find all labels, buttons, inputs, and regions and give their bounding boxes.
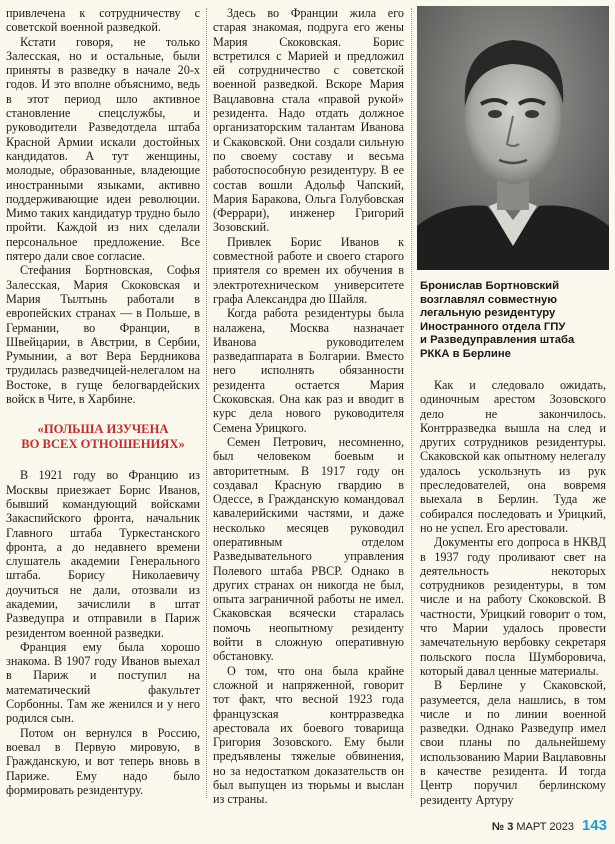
paragraph: Кстати говоря, не только Залесская, но и остальные, были приняты в разведку в начале 20-х годов. И это вполне объяснимо, ведь в этот период шло активное становление спецслужбы, и руководители Разведотдела штаба Красной Армии искали достойных кандидатов. А тут женщины, молодые, образованные, владеющие иностранными языками, активно поддерживающие идеи революции. Мимо таких кандидатур трудно было пройти. Каждой из них сделали персональное предложение. Все пятеро дали свое согласие. xyxy=(6,34,200,264)
paragraph: привлечена к сотрудничеству с советской военной разведкой. xyxy=(6,6,200,35)
section-subheading xyxy=(6,422,200,452)
caption-line: легальную резидентуру xyxy=(420,307,556,320)
paragraph: Документы его допроса в НКВД в 1937 году проливают свет на деятельность некоторых сотрудников резидентуры, в том числе и на работу Скоковской. В частности, Урицкий говорит о том, что Марии удалось провести замечательную вербовку секретаря польского посла Шумборовича, который давал ценные материалы. xyxy=(420,535,606,678)
caption-line: и Разведуправления штаба xyxy=(420,334,575,347)
paragraph: Как и следовало ожидать, одиночным арестом Зозовского дело не закончилось. Контрразведка вышла на след и других сотрудников резидентуры. Скаковской как опытному нелегалу удалось ускользнуть из рук преследователей, она вовремя выехала в Берлин. Туда же собирался последовать и Урицкий, но не успел. Его арестовали. xyxy=(420,378,606,535)
paragraph: Семен Петрович, несомненно, был человеком боевым и авторитетным. В 1917 году он создавал Красную гвардию в Одессе, в Гражданскую командовал кавалерийскими частями, и даже несколько месяцев руководил оперативным отделом Разведывательного управления Полевого штаба РВСР. Однако в других странах он никогда не был, опыта заграничной работы не имел. Скаковская всячески старалась помочь неопытному резиденту войти в сложную оперативную обстановку. xyxy=(213,434,404,664)
column-rule xyxy=(411,8,412,798)
issue-date: МАРТ 2023 xyxy=(516,821,574,833)
paragraph: Привлек Борис Иванов к совместной работе и своего старого приятеля со времен их обучения в электротехническом университете графа Александра дю Шайля. xyxy=(213,234,404,306)
column-rule xyxy=(206,8,207,798)
caption-line: возглавлял совместную xyxy=(420,293,557,306)
paragraph: Здесь во Франции жила его старая знакомая, подруга его жены Мария Скоковская. Борис встретился с Марией и предложил ей сотрудничество с советской военной разведкой. Вскоре Мария Вацлавовна стала «правой рукой» резидента. Надо отдать должное организаторским талантам Иванова и Скаковской. Они создали сильную по своему составу и весьма работоспособную резидентуру. В ее состав вошли Адольф Чапский, Мария Баракова, Ольга Голубовская (Феррари), инженер Григорий Зозовский. xyxy=(213,6,404,235)
subheading-line: «ПОЛЬША ИЗУЧЕНА xyxy=(37,422,169,437)
paragraph: Стефания Бортновская, Софья Залесская, Мария Скоковская и Мария Тылтынь работали в европейских странах — в Польше, в Германии, во Франции, в Швейцарии, в Австрии, в Сербии, Румынии, а вот Вера Бердникова трудилась разведчицей-нелегалом на Востоке, в гуще белогвардейских войск в Чите, в Харбине. xyxy=(6,263,200,407)
paragraph: В Берлине у Скаковской, разумеется, дела нашлись, в том числе и по линии военной разведки. Однако Разведупр имел свои планы по дальнейшему использованию Марии Вацлавовны в качестве резидента. И тогда Центр поручил берлинскому резиденту Артуру xyxy=(420,678,606,807)
issue-label xyxy=(492,821,574,833)
photo-caption xyxy=(420,280,606,362)
paragraph: В 1921 году во Францию из Москвы приезжает Борис Иванов, бывший командующий войсками Закаспийского фронта, начальник Главного штаба Туркестанского фронта, а до недавнего времени слушатель академии Генерального штаба. Борису Николаевичу доучиться не дали, отозвали из академии, зачислили в штат Разведупра и отправили в Париж резидентом военной разведки. xyxy=(6,468,200,640)
page-number: 143 xyxy=(581,817,607,834)
issue-number: № 3 xyxy=(491,821,514,833)
caption-line: Иностранного отдела ГПУ xyxy=(420,320,566,333)
caption-line: Бронислав Бортновский xyxy=(420,280,560,292)
paragraph: Франция ему была хорошо знакома. В 1907 году Иванов выехал в Париж и поступил на математический факультет Сорбонны. Там же женился и у него родился сын. xyxy=(6,639,200,726)
subheading-line: ВО ВСЕХ ОТНОШЕНИЯХ» xyxy=(21,437,185,452)
caption-line: РККА в Берлине xyxy=(420,347,511,360)
paragraph: Когда работа резидентуры была налажена, Москва назначает Иванова руководителем разведаппарата в Болгарии. Вместо него исполнять обязанности резидента остается Мария Скоковская. Она как раз и вводит в курс дела нового руководителя Семена Урицкого. xyxy=(213,306,404,435)
portrait-image xyxy=(417,6,609,270)
portrait-photo xyxy=(417,6,609,270)
paragraph: О том, что она была крайне сложной и напряженной, говорит тот факт, что весной 1923 года французская контрразведка арестовала их боевого товарища Григория Зозовского. Ему были предъявлены тяжелые обвинения, но за недостатком доказательств он был выпущен из тюрьмы и выслан из страны. xyxy=(213,663,404,807)
page-footer xyxy=(492,817,607,834)
article-column-1 xyxy=(6,6,200,797)
paragraph: Потом он вернулся в Россию, воевал в Первую мировую, в Гражданскую, и вот теперь вновь в Париже. Ему надо было формировать резидентуру. xyxy=(6,725,200,797)
article-column-3 xyxy=(420,378,606,807)
article-column-2 xyxy=(213,6,404,807)
